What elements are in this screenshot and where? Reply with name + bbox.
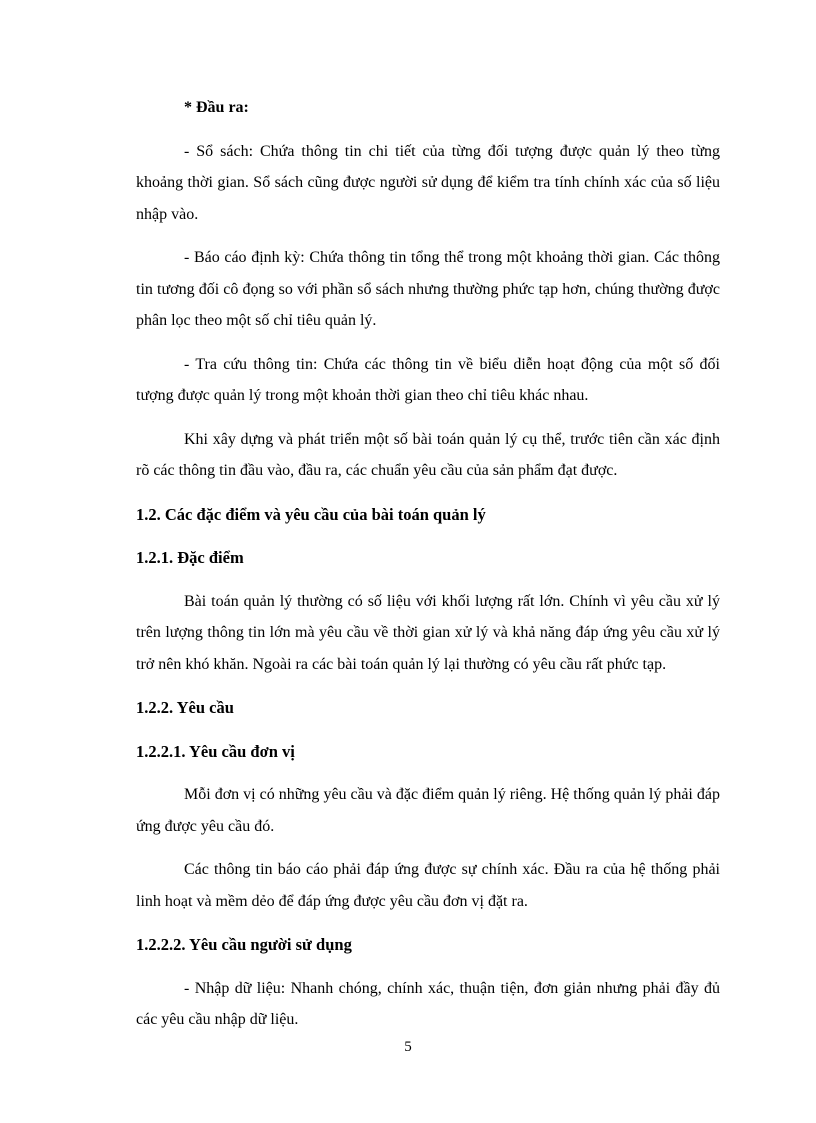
- page-number: 5: [404, 1039, 412, 1055]
- paragraph-report-accuracy: Các thông tin báo cáo phải đáp ứng được sự chính xác. Đầu ra của hệ thống phải linh hoạt và mềm dẻo để đáp ứng được yêu cầu đơn vị đặt ra.: [136, 861, 720, 910]
- section-heading-1-2-2: 1.2.2. Yêu cầu: [136, 698, 234, 717]
- section-heading-1-2: 1.2. Các đặc điểm và yêu cầu của bài toán quản lý: [136, 504, 486, 524]
- output-label: * Đầu ra:: [184, 99, 249, 116]
- paragraph-info-lookup: - Tra cứu thông tin: Chứa các thông tin về biểu diễn hoạt động của một số đối tượng được quản lý trong một khoản thời gian theo chỉ tiêu khác nhau.: [136, 355, 720, 404]
- paragraph-characteristics: Bài toán quản lý thường có số liệu với khối lượng rất lớn. Chính vì yêu cầu xử lý trên lượng thông tin lớn mà yêu cầu về thời gian xử lý và khả năng đáp ứng yêu cầu xử lý trở nên khó khăn. Ngoài ra các bài toán quản lý lại thường có yêu cầu rất phức tạp.: [136, 592, 720, 673]
- section-heading-1-2-1: 1.2.1. Đặc điểm: [136, 548, 244, 567]
- paragraph-building-problems: Khi xây dựng và phát triển một số bài toán quản lý cụ thể, trước tiên cần xác định rõ các thông tin đầu vào, đầu ra, các chuẩn yêu cầu của sản phẩm đạt được.: [136, 430, 720, 479]
- section-heading-1-2-2-1: 1.2.2.1. Yêu cầu đơn vị: [136, 741, 295, 761]
- paragraph-data-entry: - Nhập dữ liệu: Nhanh chóng, chính xác, thuận tiện, đơn giản nhưng phải đầy đủ các yêu cầu nhập dữ liệu.: [136, 979, 720, 1028]
- paragraph-periodic-reports: - Báo cáo định kỳ: Chứa thông tin tổng thể trong một khoảng thời gian. Các thông tin tương đối cô đọng so với phần sổ sách nhưng thường phức tạp hơn, chúng thường được phân lọc theo một số chỉ tiêu quản lý.: [136, 249, 720, 329]
- paragraph-unit-requirements: Mỗi đơn vị có những yêu cầu và đặc điểm quản lý riêng. Hệ thống quản lý phải đáp ứng được yêu cầu đó.: [136, 786, 720, 835]
- paragraph-ledgers: - Sổ sách: Chứa thông tin chi tiết của từng đối tượng được quản lý theo từng khoảng thời gian. Sổ sách cũng được người sử dụng để kiểm tra tính chính xác của số liệu nhập vào.: [136, 142, 720, 223]
- section-heading-1-2-2-2: 1.2.2.2. Yêu cầu người sử dụng: [136, 935, 352, 954]
- page-content: [136, 92, 720, 1048]
